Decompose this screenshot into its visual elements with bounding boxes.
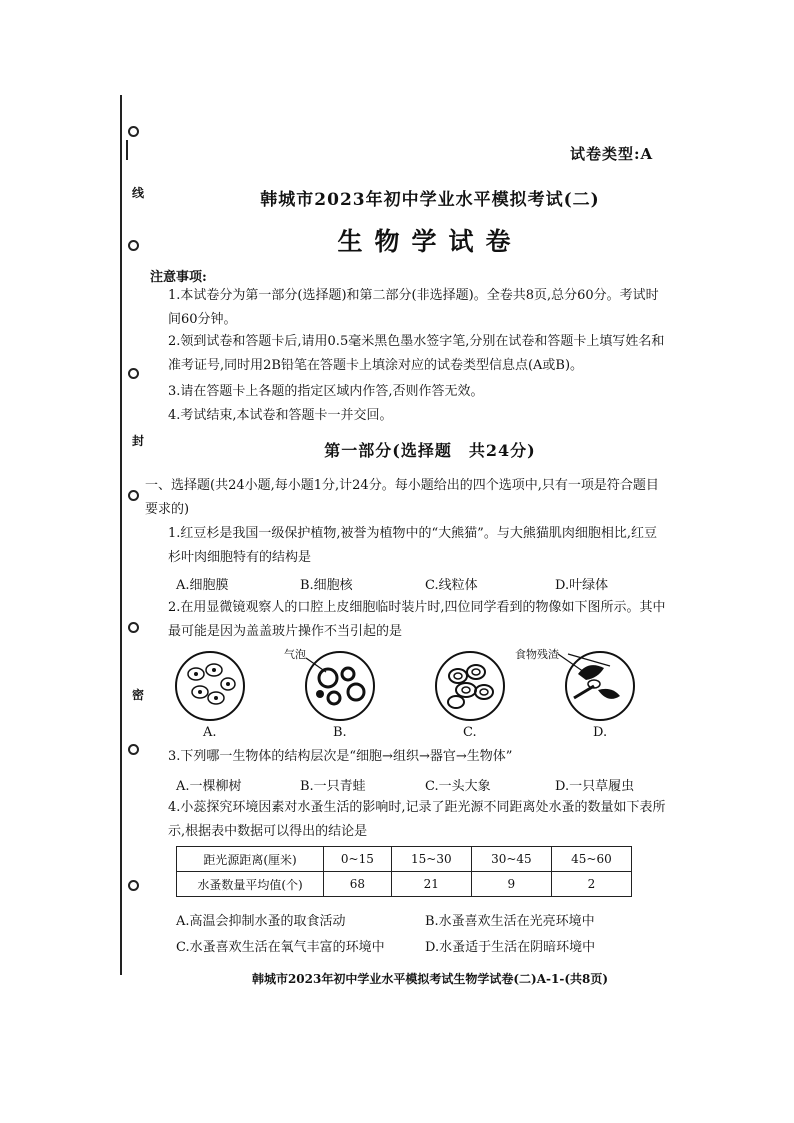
section-intro: 一、选择题(共24小题,每小题1分,计24分。每小题给出的四个选项中,只有一项是符合题目要求的) xyxy=(145,478,659,517)
binding-hole xyxy=(128,490,139,501)
binding-char-xian: 线 xyxy=(132,186,145,200)
section-title: 第一部分(选择题 共24分) xyxy=(324,441,536,460)
q3-option-c: C.一头大象 xyxy=(425,779,491,794)
notice-item-2: 2.领到试卷和答题卡后,请用0.5毫米黑色墨水签字笔,分别在试卷和答题卡上填写姓名和准考证号,同时用2B铅笔在答题卡上填涂对应的试卷类型信息点(A或B)。 xyxy=(168,334,665,373)
binding-hole xyxy=(128,240,139,251)
table-cell: 30~45 xyxy=(471,847,551,872)
q4-option-a: A.高温会抑制水蚤的取食活动 xyxy=(176,914,346,929)
q1-option-a: A.细胞膜 xyxy=(176,578,229,593)
q3-option-b: B.一只青蛙 xyxy=(300,779,366,794)
table-cell: 15~30 xyxy=(391,847,471,872)
binding-hole xyxy=(128,126,139,137)
binding-hole xyxy=(128,744,139,755)
table-cell: 0~15 xyxy=(324,847,392,872)
q2-option-a: A. xyxy=(203,725,217,740)
microscope-figures xyxy=(170,640,650,736)
q4-option-b: B.水蚤喜欢生活在光亮环境中 xyxy=(425,914,595,929)
figure-a-view xyxy=(176,652,244,720)
table-cell: 距光源距离(厘米) xyxy=(177,847,324,872)
table-cell: 水蚤数量平均值(个) xyxy=(177,872,324,897)
label-bubble: 气泡 xyxy=(284,648,306,661)
notice-item-1: 1.本试卷分为第一部分(选择题)和第二部分(非选择题)。全卷共8页,总分60分。考试时间60分钟。 xyxy=(168,288,659,327)
q2-option-c: C. xyxy=(463,725,477,740)
table-cell: 9 xyxy=(471,872,551,897)
figure-b-view xyxy=(306,652,374,720)
table-cell: 21 xyxy=(391,872,471,897)
q4-option-c: C.水蚤喜欢生活在氧气丰富的环境中 xyxy=(176,940,385,955)
q3-option-a: A.一棵柳树 xyxy=(176,779,242,794)
binding-hole xyxy=(128,622,139,633)
figure-d-view xyxy=(558,652,634,720)
table-cell: 2 xyxy=(551,872,631,897)
q2-option-b: B. xyxy=(333,725,347,740)
paper-type: 试卷类型:A xyxy=(570,145,654,163)
exam-title: 韩城市2023年初中学业水平模拟考试(二) xyxy=(260,190,600,210)
question-3-stem: 3.下列哪一生物体的结构层次是“细胞→组织→器官→生物体” xyxy=(168,749,513,764)
binding-char-mi: 密 xyxy=(132,688,145,702)
binding-hole xyxy=(128,880,139,891)
subject-title: 生物学试卷 xyxy=(337,227,523,256)
question-2-stem: 2.在用显微镜观察人的口腔上皮细胞临时装片时,四位同学看到的物像如下图所示。其中最可能是因为盖盖玻片操作不当引起的是 xyxy=(168,600,666,639)
notice-item-3: 3.请在答题卡上各题的指定区域内作答,否则作答无效。 xyxy=(168,384,484,399)
q4-option-d: D.水蚤适于生活在阴暗环境中 xyxy=(425,940,596,955)
q1-option-d: D.叶绿体 xyxy=(555,578,609,593)
q3-option-d: D.一只草履虫 xyxy=(555,779,635,794)
binding-hole xyxy=(128,368,139,379)
q2-option-d: D. xyxy=(593,725,608,740)
label-food-residue: 食物残渣 xyxy=(515,648,559,661)
notice-item-4: 4.考试结束,本试卷和答题卡一并交回。 xyxy=(168,408,393,423)
table-row xyxy=(177,847,632,872)
binding-char-feng: 封 xyxy=(132,434,145,448)
page-footer: 韩城市2023年初中学业水平模拟考试生物学试卷(二)A-1-(共8页) xyxy=(251,972,609,986)
q1-option-b: B.细胞核 xyxy=(300,578,353,593)
table-cell: 45~60 xyxy=(551,847,631,872)
figure-c-view xyxy=(436,652,504,720)
binding-line xyxy=(120,95,122,975)
notice-heading: 注意事项: xyxy=(150,270,207,285)
binding-dash xyxy=(126,140,128,160)
q4-data-table xyxy=(176,846,632,897)
table-row xyxy=(177,872,632,897)
table-cell: 68 xyxy=(324,872,392,897)
q1-option-c: C.线粒体 xyxy=(425,578,478,593)
question-4-stem: 4.小蕊探究环境因素对水蚤生活的影响时,记录了距光源不同距离处水蚤的数量如下表所示,根据表中数据可以得出的结论是 xyxy=(168,800,666,839)
question-1-stem: 1.红豆杉是我国一级保护植物,被誉为植物中的“大熊猫”。与大熊猫肌肉细胞相比,红豆杉叶肉细胞特有的结构是 xyxy=(168,526,657,565)
